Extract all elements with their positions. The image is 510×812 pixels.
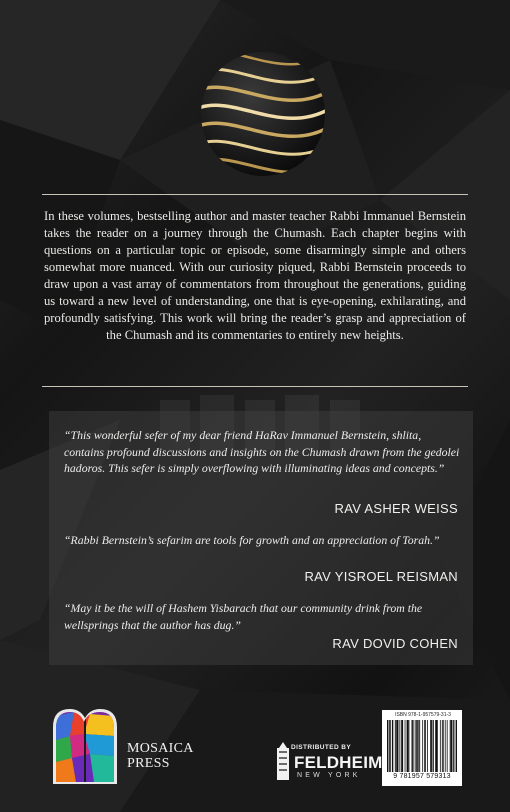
endorsement-author: RAV DOVID COHEN <box>332 636 458 651</box>
top-divider <box>42 194 468 195</box>
barcode-bars <box>386 720 458 772</box>
publisher-name: MOSAICA PRESS <box>127 741 194 771</box>
distributed-by-label: DISTRIBUTED BY <box>291 744 352 751</box>
isbn-number: 9 781957 579313 <box>393 773 451 780</box>
endorsement-quote: “This wonderful sefer of my dear friend HaRav Immanuel Bernstein, shlita, contains profound discussions and insights on the Chumash drawn from the gedolei hadoros. This sefer is simply overflowing with illuminating ideas and concepts.” <box>64 428 460 475</box>
gold-swirl-orb <box>197 48 329 180</box>
endorsement-author: RAV ASHER WEISS <box>334 501 458 516</box>
stained-glass-tablets-icon <box>50 706 120 784</box>
endorsement-quote: “Rabbi Bernstein’s sefarim are tools for growth and an appreciation of Torah.” <box>64 533 440 547</box>
distributor-name: FELDHEIM <box>294 753 383 772</box>
isbn-label: ISBN 978-1-957579-31-3 <box>395 712 451 718</box>
endorsement-quote: “May it be the will of Hashem Yisbarach that our community drink from the wellsprings that the author has dug.” <box>64 601 423 632</box>
bottom-divider <box>42 386 468 387</box>
endorsement-author: RAV YISROEL REISMAN <box>304 569 458 584</box>
book-description: In these volumes, bestselling author and master teacher Rabbi Immanuel Bernstein takes the reader on a journey through the Chumash. Each chapter begins with questions on a particular topic or episode, some disarmingly simple and others somewhat more nuanced. With our curiosity piqued, Rabbi Bernstein proceeds to draw upon a vast array of commentators from throughout the generations, guiding us toward a new level of understanding, one that is eye-opening, exhilarating, and profoundly satisfying. This work will bring the reader’s grasp and appreciation of the Chumash and its commentaries to entirely new heights. <box>44 209 466 342</box>
distributor-city: NEW YORK <box>297 772 361 779</box>
isbn-barcode <box>382 710 462 786</box>
